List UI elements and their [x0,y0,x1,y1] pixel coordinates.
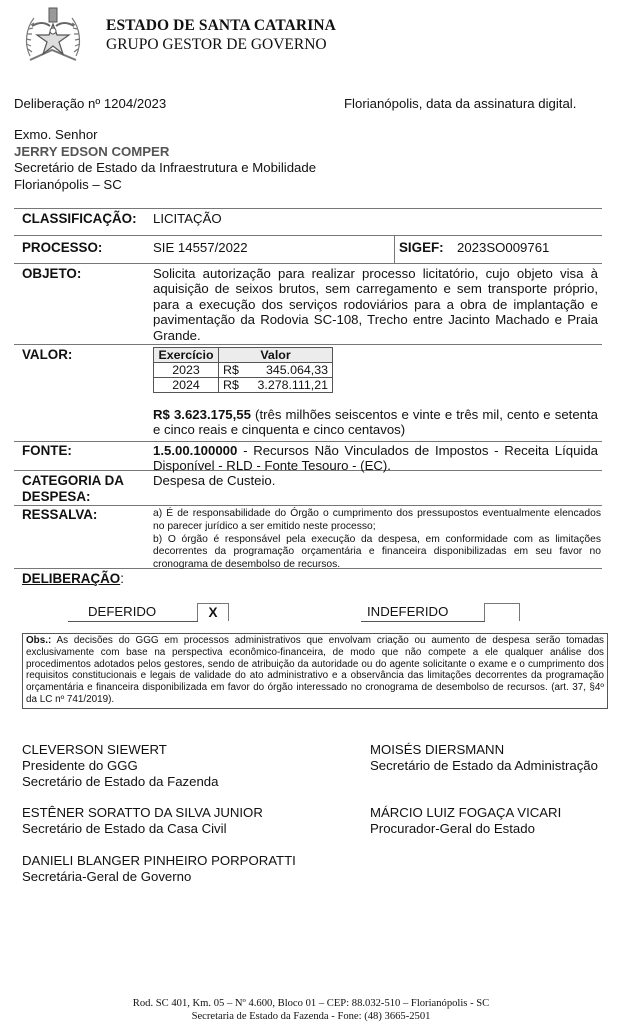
categoria-label-line1: CATEGORIA DA [22,473,124,488]
deliberacao-title [22,571,124,586]
recipient-city: Florianópolis – SC [14,176,122,192]
fonte-label: FONTE: [22,443,72,458]
valor-label: VALOR: [22,347,73,362]
signatory-block [22,742,218,790]
signatory-block [22,853,296,885]
ressalva-items [153,508,601,572]
signatory-role: Secretário de Estado da Fazenda [22,774,219,789]
deliberacao-colon: : [120,571,124,586]
signatory-name: MOISÉS DIERSMANN [370,742,505,757]
divider [394,236,395,263]
header-state-name: ESTADO DE SANTA CATARINA [106,17,336,34]
ressalva-label: RESSALVA: [22,507,98,522]
valor-table-header [154,348,333,363]
divider [14,263,602,264]
recipient-role: Secretário de Estado da Infraestrutura e Mobilidade [14,160,317,175]
row-year: 2023 [154,363,219,378]
processo-value: SIE 14557/2022 [153,240,248,255]
obs-label: Obs.: [26,635,52,646]
objeto-label: OBJETO: [22,266,82,281]
indeferido-label: INDEFERIDO [367,604,449,619]
valor-total-words: (três milhões seiscentos e vinte e três mil, cento e setenta e cinco reais e cinquenta e cinco centavos) [153,407,598,438]
processo-label: PROCESSO: [22,240,103,255]
signatory-role: Secretário de Estado da Administração [370,758,598,773]
fonte-value [153,443,598,474]
signatory-role: Procurador-Geral do Estado [370,821,535,836]
ressalva-item-b: b) O órgão é responsável pela execução da despesa, em conformidade com as limitações decorrentes da programação orçamentária e financeira disponibilizadas em seu favor no cronograma de desembolso de recursos. [153,533,601,571]
categoria-value: Despesa de Custeio. [153,473,276,488]
signatory-block [370,805,561,837]
table-row [154,378,333,393]
date-line: Florianópolis, data da assinatura digital. [344,96,577,111]
divider [14,441,602,442]
row-amount-cell [219,378,333,393]
sigef-label: SIGEF: [399,240,444,255]
footer-contact: Secretaria de Estado da Fazenda - Fone: (48) 3665-2501 [191,1011,431,1022]
divider [14,208,602,209]
signatory-name: ESTÊNER SORATTO DA SILVA JUNIOR [22,805,263,820]
footer [0,997,622,1023]
classificacao-label: CLASSIFICAÇÃO: [22,211,137,226]
signatory-role: Secretário de Estado da Casa Civil [22,821,227,836]
signatory-block [370,742,598,774]
valor-total-amount: R$ 3.623.175,55 [153,407,251,422]
addressee-block [14,127,316,193]
row-amount: 345.064,33 [265,363,328,377]
row-year: 2024 [154,378,219,393]
deferido-label: DEFERIDO [88,604,157,619]
fonte-code: 1.5.00.100000 [153,443,238,458]
header-exercicio: Exercício [154,348,219,363]
row-amount-cell [219,363,333,378]
divider [14,235,602,236]
categoria-label [22,473,124,505]
row-amount: 3.278.111,21 [257,378,328,392]
signatory-block [22,805,263,837]
signatory-name: DANIELI BLANGER PINHEIRO PORPORATTI [22,853,296,868]
indeferido-checkbox[interactable] [484,603,520,621]
signatory-name: CLEVERSON SIEWERT [22,742,167,757]
obs-note [22,633,608,709]
salutation: Exmo. Senhor [14,127,98,142]
deliberation-number: Deliberação nº 1204/2023 [14,96,167,111]
header-valor: Valor [219,348,333,363]
deliberacao-title-text: DELIBERAÇÃO [22,571,121,586]
divider [14,344,602,345]
table-row [154,363,333,378]
categoria-label-line2: DESPESA: [22,489,91,504]
ressalva-item-a: a) É de responsabilidade do Órgão o cumprimento dos pressupostos eventualmente elencados no parecer jurídico a ser emitido neste processo; [153,508,601,532]
obs-text: As decisões do GGG em processos administrativos que envolvam criação ou aumento de despesa serão tomadas exclusivamente com base na perspectiva econômico-financeira, de modo que não compete a ele qualquer análise dos procedimentos adotados pelos gestores, sendo de atribuição da autoridade ou do agente solicitante o exame e o cumprimento dos requisitos constitucionais e legais de validade do ato administrativo e a observância das limitações decorrentes da programação orçamentária e financeira disponibilizada em favor do órgão interessado no cronograma de desembolso de recursos. (art. 37, §4º da LC nº 741/2019). [26,635,604,705]
row-currency: R$ [223,378,239,392]
valor-table [153,347,333,393]
signatory-role: Presidente do GGG [22,758,138,773]
indeferido-underline [361,621,485,622]
sigef-value: 2023SO009761 [457,240,550,255]
state-coat-of-arms-icon [22,4,84,68]
deferido-checkbox[interactable]: X [197,603,229,621]
objeto-value: Solicita autorização para realizar processo licitatório, cujo objeto visa à aquisição de seixos brutos, sem carregamento e sem transporte próprio, para a execução dos serviços rodoviários para a obra de implantação e pavimentação da Rodovia SC-108, Trecho entre Jacinto Machado e Praia Grande. [153,266,598,343]
signatory-name: MÁRCIO LUIZ FOGAÇA VICARI [370,805,562,820]
footer-address: Rod. SC 401, Km. 05 – Nº 4.600, Bloco 01 – CEP: 88.032-510 – Florianópolis - SC [132,998,490,1009]
deferido-underline [68,621,198,622]
signatory-role: Secretária-Geral de Governo [22,869,192,884]
valor-total [153,407,598,438]
fonte-description: - Recursos Não Vinculados de Impostos - Receita Líquida Disponível - RLD - Fonte Tesouro - (EC). [153,443,598,474]
classificacao-value: LICITAÇÃO [153,211,222,226]
header-group-name: GRUPO GESTOR DE GOVERNO [106,36,327,53]
divider [14,505,602,506]
row-currency: R$ [223,363,239,377]
recipient-name: JERRY EDSON COMPER [14,143,170,159]
